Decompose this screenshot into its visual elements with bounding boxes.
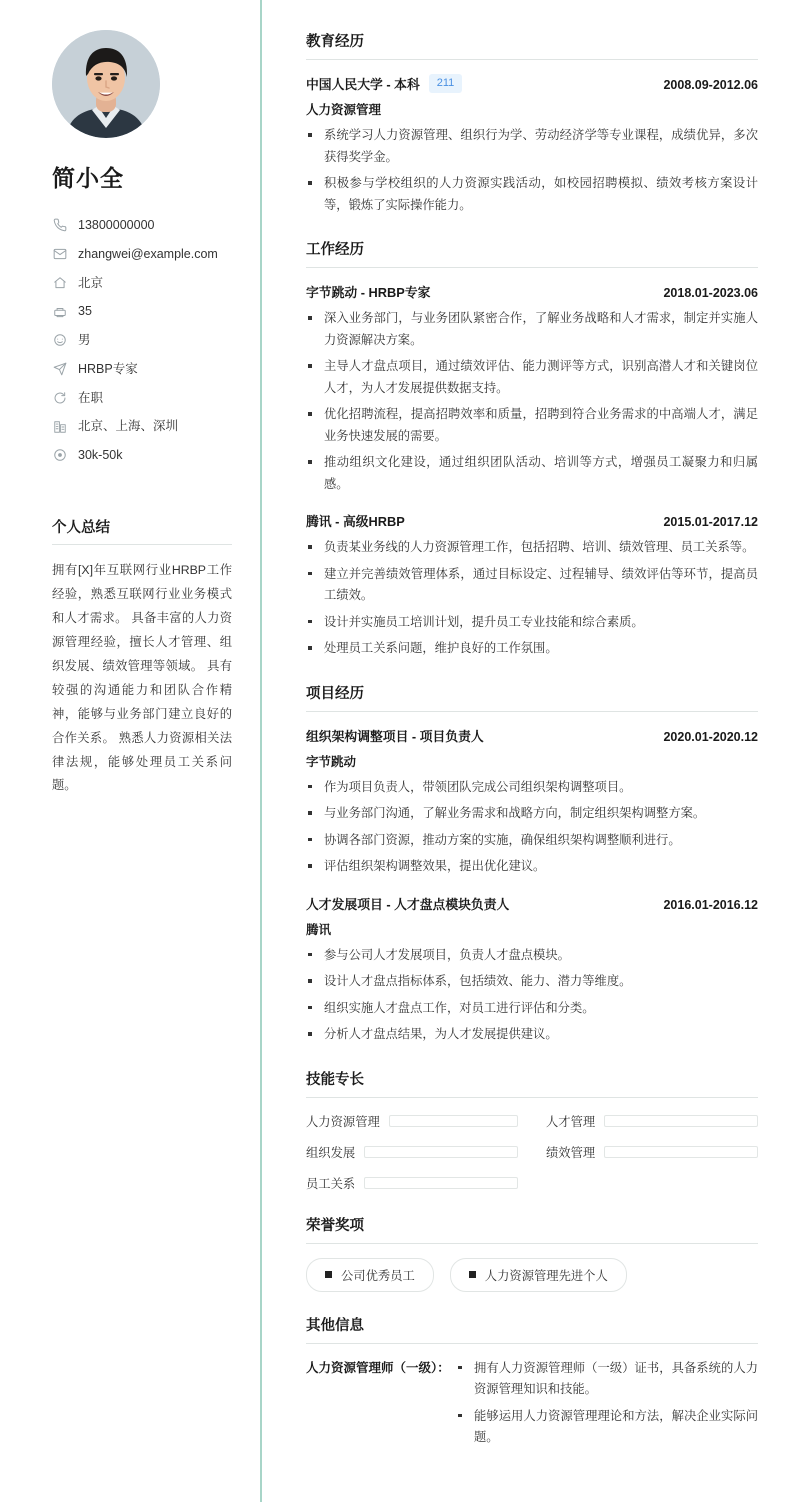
square-bullet-icon <box>469 1271 476 1278</box>
honor-tag <box>450 1258 627 1292</box>
contact-email <box>52 240 232 269</box>
contact-status <box>52 384 232 413</box>
entry-head <box>306 74 758 93</box>
entry-date: 2018.01-2023.06 <box>663 286 758 301</box>
honor-label: 人力资源管理先进个人 <box>484 1268 608 1283</box>
summary-section <box>52 516 232 799</box>
contact-value: 30k-50k <box>78 448 123 462</box>
bullet-list <box>306 537 758 660</box>
list-item: 主导人才盘点项目，通过绩效评估、能力测评等方式，识别高潜人才和关键岗位人才，为人才发展提供数据支持。 <box>306 356 758 399</box>
bullet-list <box>456 1358 758 1449</box>
contact-value: 35 <box>78 304 92 319</box>
skills-heading: 技能专长 <box>306 1068 758 1098</box>
contact-value: zhangwei@example.com <box>78 246 218 261</box>
list-item: 设计并实施员工培训计划，提升员工专业技能和综合素质。 <box>306 612 758 634</box>
honors-section <box>306 1214 758 1292</box>
entry-title <box>306 74 462 93</box>
skill-row <box>546 1143 758 1161</box>
entry-head <box>306 894 758 913</box>
entry-date: 2020.01-2020.12 <box>663 729 758 744</box>
summary-heading: 个人总结 <box>52 516 232 545</box>
entry-date: 2016.01-2016.12 <box>663 897 758 912</box>
bullet-list <box>306 777 758 878</box>
other-info-heading: 其他信息 <box>306 1314 758 1344</box>
skills-section <box>306 1068 758 1192</box>
entry-title <box>306 894 509 913</box>
list-item: 推动组织文化建设，通过组织团队活动、培训等方式，增强员工凝聚力和归属感。 <box>306 452 758 495</box>
contact-age <box>52 297 232 326</box>
contact-phone <box>52 211 232 240</box>
bullet-list <box>306 945 758 1046</box>
list-item: 作为项目负责人，带领团队完成公司组织架构调整项目。 <box>306 777 758 799</box>
list-item: 与业务部门沟通，了解业务需求和战略方向，制定组织架构调整方案。 <box>306 803 758 825</box>
contact-value: 男 <box>78 333 91 347</box>
list-item: 深入业务部门，与业务团队紧密合作，了解业务战略和人才需求，制定并实施人力资源解决方案。 <box>306 308 758 351</box>
skills-grid <box>306 1112 758 1192</box>
entry-head <box>306 282 758 301</box>
list-item: 拥有人力资源管理师（一级）证书，具备系统的人力资源管理知识和技能。 <box>456 1358 758 1401</box>
honor-tag-row <box>306 1258 758 1292</box>
list-item: 设计人才盘点指标体系，包括绩效、能力、潜力等维度。 <box>306 971 758 993</box>
bullet-list <box>306 308 758 495</box>
square-bullet-icon <box>325 1271 332 1278</box>
contact-locations <box>52 412 232 441</box>
skill-label: 人才管理 <box>546 1114 596 1129</box>
entry-title-text: 腾讯 - 高级HRBP <box>306 514 405 530</box>
other-info-body <box>456 1358 758 1454</box>
list-item: 能够运用人力资源管理理论和方法，解决企业实际问题。 <box>456 1406 758 1449</box>
project-entry <box>306 726 758 878</box>
contact-gender <box>52 326 232 355</box>
entry-subtitle: 腾讯 <box>306 922 332 937</box>
contact-city <box>52 269 232 298</box>
projects-heading: 项目经历 <box>306 682 758 712</box>
contact-value: HRBP专家 <box>78 361 138 376</box>
other-info-section <box>306 1314 758 1454</box>
skill-progress-bar <box>604 1115 758 1127</box>
skill-row <box>306 1112 518 1130</box>
main-content <box>262 0 794 1502</box>
bullet-list <box>306 125 758 216</box>
contact-list <box>52 211 232 470</box>
paper-plane-icon <box>52 361 68 377</box>
honors-heading: 荣誉奖项 <box>306 1214 758 1244</box>
honor-tag <box>306 1258 434 1292</box>
avatar <box>52 30 160 138</box>
skill-row <box>546 1112 758 1130</box>
entry-title <box>306 726 484 745</box>
other-info-row <box>306 1358 758 1454</box>
entry-title <box>306 511 405 530</box>
entry-date: 2015.01-2017.12 <box>663 515 758 530</box>
gender-icon <box>52 332 68 348</box>
list-item: 评估组织架构调整效果，提出优化建议。 <box>306 856 758 878</box>
person-name: 简小全 <box>52 165 124 191</box>
honor-label: 公司优秀员工 <box>341 1268 415 1283</box>
education-section <box>306 30 758 216</box>
work-heading: 工作经历 <box>306 238 758 268</box>
entry-title-text: 组织架构调整项目 - 项目负责人 <box>306 728 484 744</box>
project-entry <box>306 894 758 1046</box>
skill-row <box>306 1174 518 1192</box>
entry-title-text: 中国人民大学 - 本科 <box>306 77 420 92</box>
entry-subtitle: 字节跳动 <box>306 754 357 769</box>
work-section <box>306 238 758 660</box>
skill-progress-bar <box>604 1146 758 1158</box>
list-item: 负责某业务线的人力资源管理工作，包括招聘、培训、绩效管理、员工关系等。 <box>306 537 758 559</box>
skill-label: 人力资源管理 <box>306 1114 380 1129</box>
list-item: 分析人才盘点结果，为人才发展提供建议。 <box>306 1024 758 1046</box>
skill-label: 员工关系 <box>306 1176 356 1191</box>
entry-title-text: 字节跳动 - HRBP专家 <box>306 285 431 301</box>
entry-date: 2008.09-2012.06 <box>663 78 758 92</box>
list-item: 协调各部门资源，推动方案的实施，确保组织架构调整顺利进行。 <box>306 830 758 852</box>
skill-progress-bar <box>364 1177 518 1189</box>
list-item: 处理员工关系问题，维护良好的工作氛围。 <box>306 638 758 660</box>
skill-row <box>306 1143 518 1161</box>
list-item: 系统学习人力资源管理、组织行为学、劳动经济学等专业课程，成绩优异，多次获得奖学金。 <box>306 125 758 168</box>
contact-value: 北京、上海、深圳 <box>78 419 179 434</box>
education-entry <box>306 74 758 216</box>
building-icon <box>52 419 68 435</box>
contact-value: 13800000000 <box>78 218 155 232</box>
skill-label: 绩效管理 <box>546 1145 596 1160</box>
skill-label: 组织发展 <box>306 1145 356 1160</box>
summary-text: 拥有[X]年互联网行业HRBP工作经验，熟悉互联网行业业务模式和人才需求。 具备丰富的人力资源管理经验，擅长人才管理、组织发展、绩效管理等领域。 具有较强的沟通能力和团队合作精神，能够与业务部门建立良好的合作关系。 熟悉人力资源相关法律法规，能够处理员工关系问题。 <box>52 562 232 793</box>
status-badge: 211 <box>429 74 463 92</box>
contact-salary <box>52 441 232 470</box>
home-icon <box>52 275 68 291</box>
list-item: 积极参与学校组织的人力资源实践活动，如校园招聘模拟、绩效考核方案设计等，锻炼了实际操作能力。 <box>306 173 758 216</box>
target-icon <box>52 447 68 463</box>
skill-progress-bar <box>364 1146 518 1158</box>
sidebar <box>0 0 262 1502</box>
refresh-icon <box>52 390 68 406</box>
portrait-photo-icon <box>52 30 160 138</box>
skill-progress-bar <box>389 1115 518 1127</box>
contact-value: 北京 <box>78 275 104 290</box>
education-heading: 教育经历 <box>306 30 758 60</box>
entry-head <box>306 726 758 745</box>
contact-position <box>52 355 232 384</box>
list-item: 参与公司人才发展项目，负责人才盘点模块。 <box>306 945 758 967</box>
entry-title <box>306 282 430 301</box>
projects-section <box>306 682 758 1046</box>
contact-value: 在职 <box>78 390 104 405</box>
list-item: 建立并完善绩效管理体系，通过目标设定、过程辅导、绩效评估等环节，提高员工绩效。 <box>306 564 758 607</box>
phone-icon <box>52 217 68 233</box>
work-entry <box>306 511 758 660</box>
list-item: 优化招聘流程，提高招聘效率和质量，招聘到符合业务需求的中高端人才，满足业务快速发展的需要。 <box>306 404 758 447</box>
entry-title-text: 人才发展项目 - 人才盘点模块负责人 <box>306 896 510 912</box>
list-item: 组织实施人才盘点工作，对员工进行评估和分类。 <box>306 998 758 1020</box>
other-info-label: 人力资源管理师（一级）： <box>306 1360 450 1375</box>
work-entry <box>306 282 758 495</box>
envelope-icon <box>52 246 68 262</box>
entry-head <box>306 511 758 530</box>
id-card-icon <box>52 304 68 320</box>
entry-subtitle: 人力资源管理 <box>306 103 382 117</box>
